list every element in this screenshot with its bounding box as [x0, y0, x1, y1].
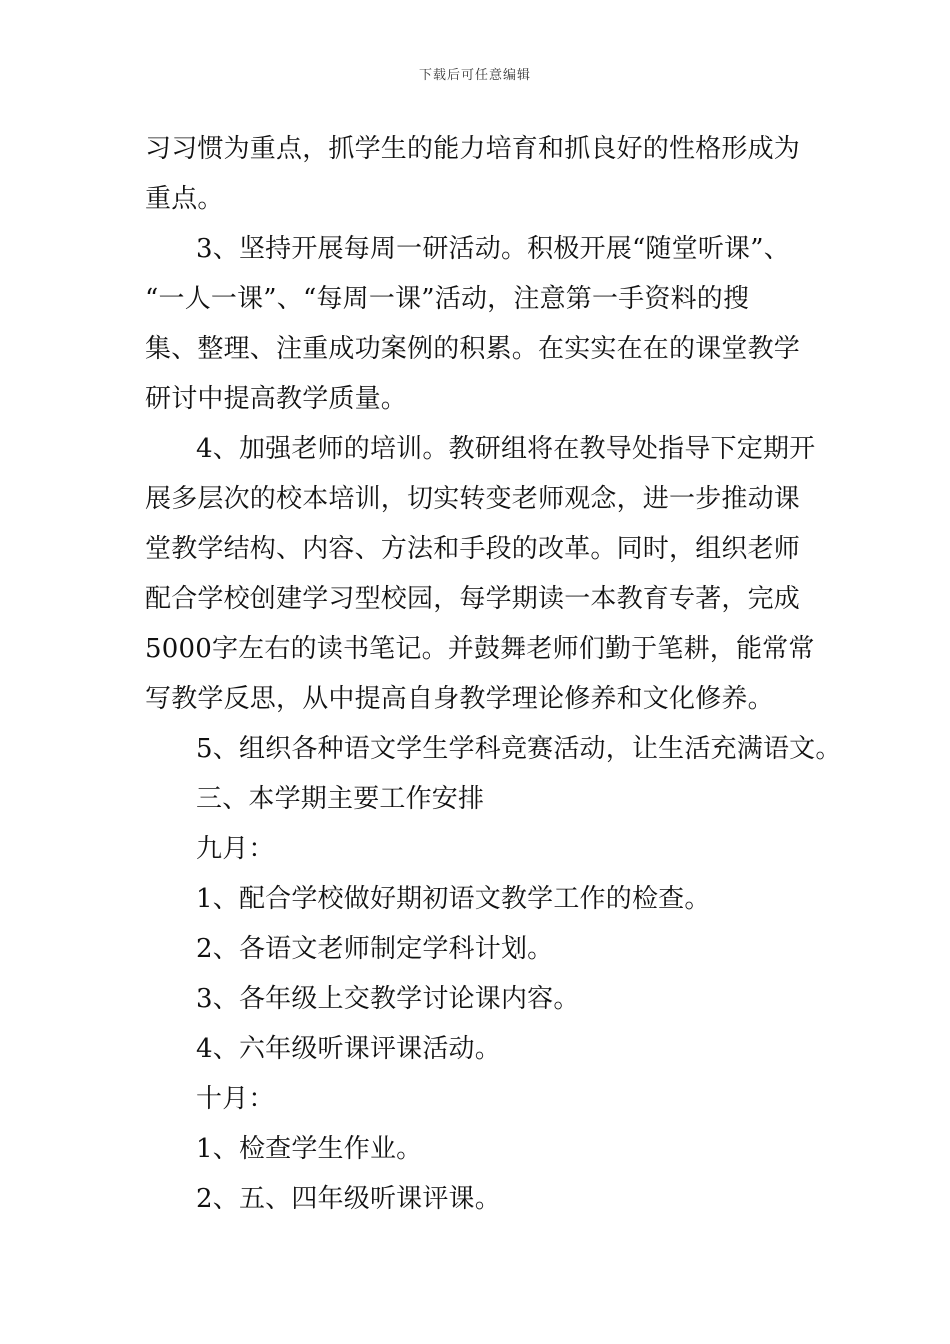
text-line: 3、坚持开展每周一研活动。积极开展“随堂听课”、 — [196, 234, 790, 264]
text-line: “一人一课”、“每周一课”活动，注意第一手资料的搜 — [145, 284, 750, 314]
text-line: 研讨中提高教学质量。 — [145, 384, 408, 414]
text-line: 堂教学结构、内容、方法和手段的改革。同时，组织老师 — [145, 534, 801, 564]
text-line: 5000字左右的读书笔记。并鼓舞老师们勤于笔耕，能常常 — [145, 634, 815, 664]
list-item: 2、各语文老师制定学科计划。 — [196, 934, 554, 964]
list-item: 2、五、四年级听课评课。 — [196, 1184, 501, 1214]
text-line: 4、加强老师的培训。教研组将在教导处指导下定期开 — [196, 434, 816, 464]
page-header: 下载后可任意编辑 — [418, 68, 531, 83]
month-heading: 九月： — [196, 834, 275, 864]
text-line: 习习惯为重点，抓学生的能力培育和抓良好的性格形成为 — [145, 134, 801, 164]
month-heading: 十月： — [196, 1084, 275, 1114]
text-line: 配合学校创建学习型校园，每学期读一本教育专著，完成 — [145, 584, 801, 614]
section-heading: 三、本学期主要工作安排 — [196, 784, 485, 814]
text-line: 写教学反思，从中提高自身教学理论修养和文化修养。 — [145, 684, 774, 714]
text-line: 集、整理、注重成功案例的积累。在实实在在的课堂教学 — [145, 334, 801, 364]
text-line: 5、组织各种语文学生学科竞赛活动，让生活充满语文。 — [196, 734, 842, 764]
document-body — [145, 124, 842, 1224]
text-line: 重点。 — [145, 184, 224, 214]
list-item: 4、六年级听课评课活动。 — [196, 1034, 501, 1064]
list-item: 3、各年级上交教学讨论课内容。 — [196, 984, 580, 1014]
list-item: 1、检查学生作业。 — [196, 1134, 423, 1164]
list-item: 1、配合学校做好期初语文教学工作的检查。 — [196, 884, 711, 914]
text-line: 展多层次的校本培训，切实转变老师观念，进一步推动课 — [145, 484, 801, 514]
